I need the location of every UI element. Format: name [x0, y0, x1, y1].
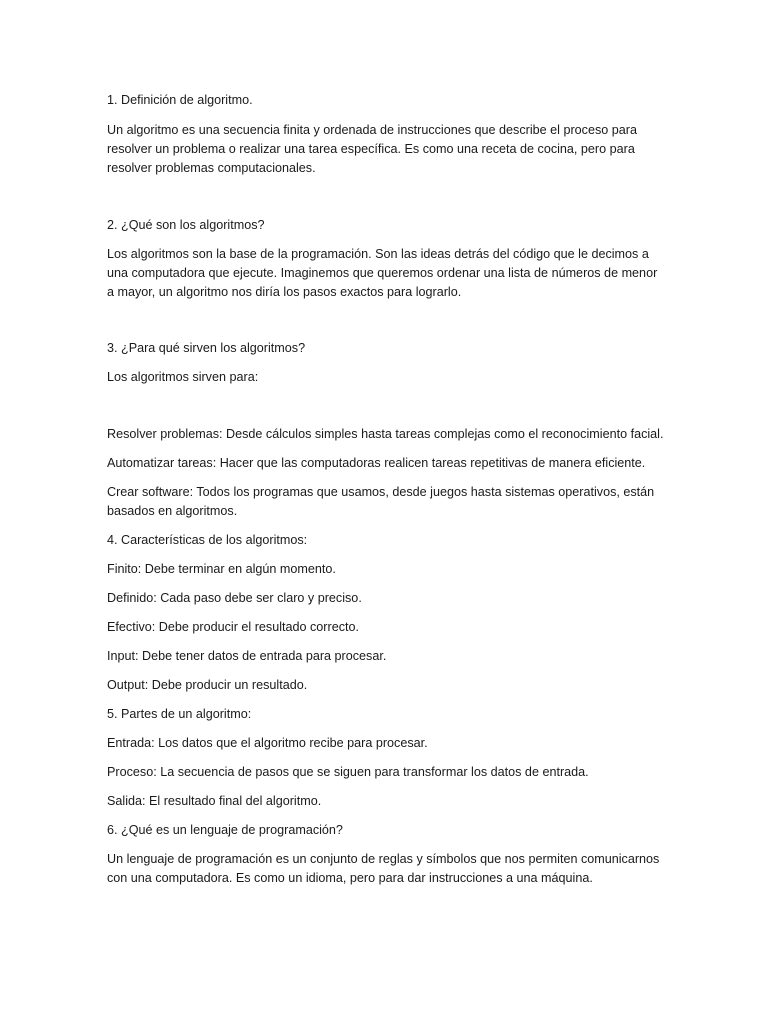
heading-definicion: 1. Definición de algoritmo. [107, 93, 253, 107]
paragraph-que-son: Los algoritmos son la base de la programación. Son las ideas detrás del código que le decimos a una computadora que ejecute. Imaginemos que queremos ordenar una lista de números de menor a mayor, un algoritmo nos diría los pasos exactos para lograrlo. [107, 247, 658, 299]
item-entrada: Entrada: Los datos que el algoritmo recibe para procesar. [107, 736, 428, 750]
item-input: Input: Debe tener datos de entrada para procesar. [107, 649, 387, 663]
item-crear-software: Crear software: Todos los programas que usamos, desde juegos hasta sistemas operativos, están basados en algoritmos. [107, 485, 655, 518]
item-automatizar-tareas: Automatizar tareas: Hacer que las computadoras realicen tareas repetitivas de manera eficiente. [107, 456, 646, 470]
item-resolver-problemas: Resolver problemas: Desde cálculos simples hasta tareas complejas como el reconocimiento facial. [107, 427, 664, 441]
item-salida: Salida: El resultado final del algoritmo. [107, 794, 322, 808]
item-definido: Definido: Cada paso debe ser claro y preciso. [107, 591, 362, 605]
heading-caracteristicas: 4. Características de los algoritmos: [107, 533, 308, 547]
heading-partes: 5. Partes de un algoritmo: [107, 707, 252, 721]
item-finito: Finito: Debe terminar en algún momento. [107, 562, 336, 576]
document-body [107, 91, 667, 888]
heading-que-son: 2. ¿Qué son los algoritmos? [107, 218, 265, 232]
item-efectivo: Efectivo: Debe producir el resultado correcto. [107, 620, 359, 634]
heading-para-que: 3. ¿Para qué sirven los algoritmos? [107, 341, 306, 355]
heading-lenguaje: 6. ¿Qué es un lenguaje de programación? [107, 823, 343, 837]
item-proceso: Proceso: La secuencia de pasos que se siguen para transformar los datos de entrada. [107, 765, 589, 779]
item-output: Output: Debe producir un resultado. [107, 678, 308, 692]
paragraph-definicion: Un algoritmo es una secuencia finita y ordenada de instrucciones que describe el proceso para resolver un problema o realizar una tarea específica. Es como una receta de cocina, pero para resolver problemas computacionales. [107, 123, 637, 175]
paragraph-lenguaje: Un lenguaje de programación es un conjunto de reglas y símbolos que nos permiten comunicarnos con una computadora. Es como un idioma, pero para dar instrucciones a una máquina. [107, 852, 660, 885]
paragraph-sirven-para: Los algoritmos sirven para: [107, 370, 259, 384]
